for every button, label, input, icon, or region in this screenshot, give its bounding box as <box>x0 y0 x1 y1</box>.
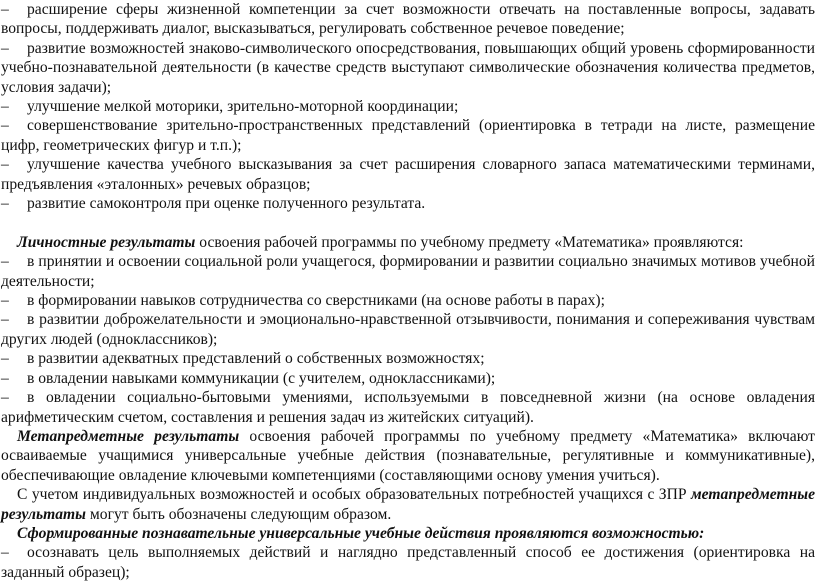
dash-marker: – <box>1 98 9 116</box>
list-item: – в овладении социально-бытовыми умениями, используемыми в повседневной жизни (на основе овладения арифметическим счетом, составления и решения задач из житейских ситуаций). <box>1 389 815 426</box>
list-item: – в формировании навыков сотрудничества со сверстниками (на основе работы в парах); <box>1 292 605 310</box>
list-item: – в принятии и освоении социальной роли учащегося, формировании и развитии социально значимых мотивов учебной деятельности; <box>1 253 815 290</box>
zpr-emphasis: метапредметные результаты <box>1 486 815 523</box>
list-item: – улучшение мелкой моторики, зрительно-моторной координации; <box>1 98 459 116</box>
dash-marker: – <box>1 1 9 18</box>
dash-marker: – <box>1 369 9 387</box>
cognitive-heading: Сформированные познавательные универсальные учебные действия проявляются возможностью: <box>17 524 705 542</box>
dash-marker: – <box>1 195 9 213</box>
dash-marker: – <box>1 544 9 562</box>
dash-marker: – <box>1 389 9 407</box>
dash-marker: – <box>1 350 9 368</box>
meta-results-paragraph: Метапредметные результаты освоения рабочей программы по учебному предмету «Математика» включают осваиваемые учащимися универсальные учебные действия (познавательные, регулятивные и коммуникативные), обеспечивающие овладение ключевыми компетенциями (составляющими основу умения учиться). <box>1 427 815 484</box>
cognitive-list <box>1 543 815 582</box>
blank-line <box>1 213 815 232</box>
personal-results-heading: Личностные результаты <box>17 233 196 251</box>
list-item: – совершенствование зрительно-пространственных представлений (ориентировка в тетради на листе, размещение цифр, геометрических фигур и т.п.); <box>1 117 815 154</box>
development-list <box>1 0 815 213</box>
personal-results-list <box>1 252 815 427</box>
dash-marker: – <box>1 311 9 329</box>
dash-marker: – <box>1 39 9 57</box>
list-item: – улучшение качества учебного высказывания за счет расширения словарного запаса математическими терминами, предъявления «эталонных» речевых образцов; <box>1 156 815 193</box>
list-item: – осознавать цель выполняемых действий и наглядно представленный способ ее достижения (ориентировка на заданный образец); <box>1 544 815 581</box>
dash-marker: – <box>1 292 9 310</box>
list-item: – в развитии адекватных представлений о собственных возможностях; <box>1 350 485 368</box>
list-item: – развитие самоконтроля при оценке полученного результата. <box>1 195 426 213</box>
list-item: – развитие возможностей знаково-символического опосредствования, повышающих общий уровень сформированности учебно-познавательной деятельности (в качестве средств выступают символические обозначения количества предметов, условия задачи); <box>1 39 815 96</box>
dash-marker: – <box>1 117 9 135</box>
personal-results-intro: Личностные результаты освоения рабочей программы по учебному предмету «Математика» проявляются: <box>17 233 744 251</box>
list-item: – расширение сферы жизненной компетенции за счет возможности отвечать на поставленные вопросы, задавать вопросы, поддерживать диалог, высказываться, регулировать собственное речевое поведение; <box>1 1 815 38</box>
zpr-paragraph: С учетом индивидуальных возможностей и особых образовательных потребностей учащихся с ЗПР метапредметные результаты могут быть обозначены следующим образом. <box>1 486 815 523</box>
meta-results-heading: Метапредметные результаты <box>17 427 240 445</box>
list-item: – в овладении навыками коммуникации (с учителем, одноклассниками); <box>1 369 496 387</box>
dash-marker: – <box>1 156 9 174</box>
list-item: – в развитии доброжелательности и эмоционально-нравственной отзывчивости, понимания и сопереживания чувствам других людей (одноклассников); <box>1 311 815 348</box>
dash-marker: – <box>1 253 9 271</box>
